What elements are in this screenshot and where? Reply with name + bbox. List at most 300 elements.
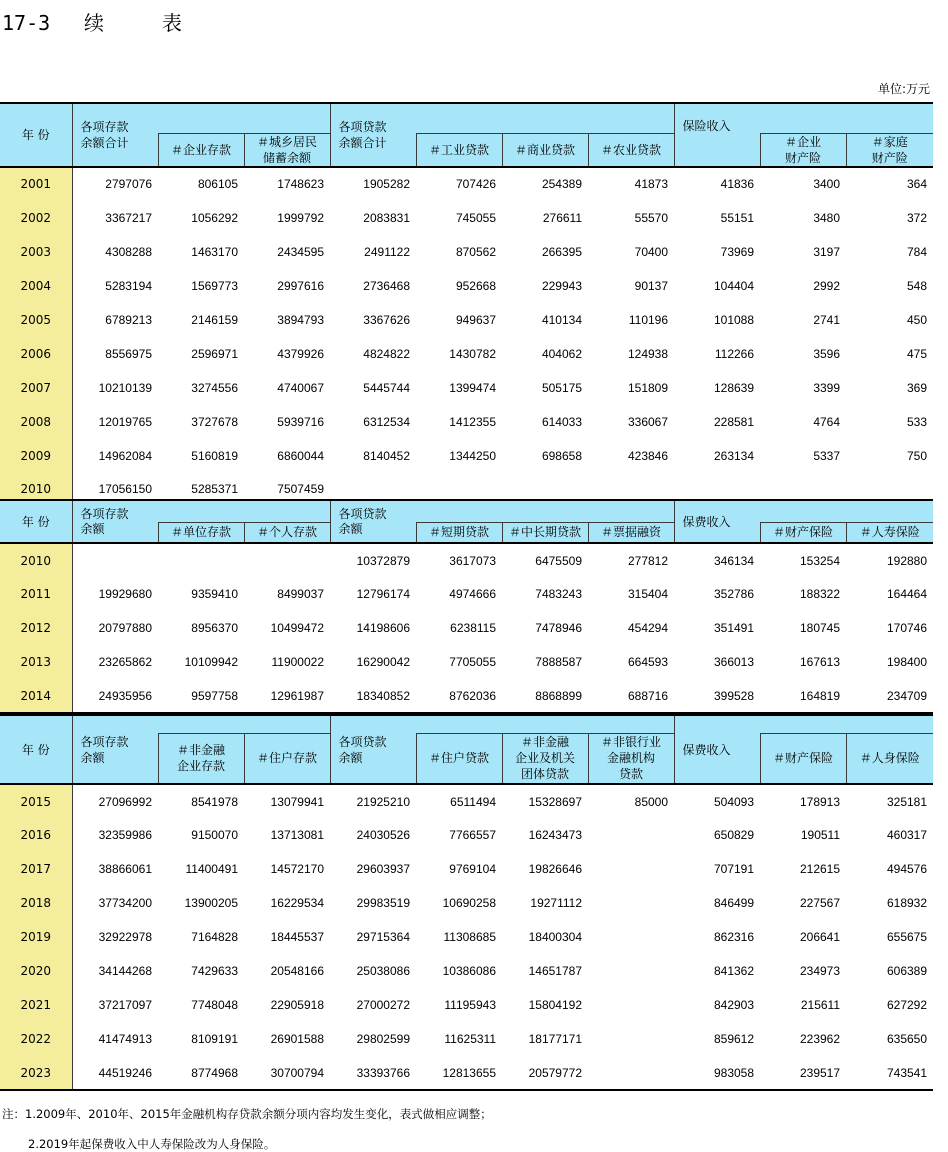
- value-cell: 2083831: [363, 210, 410, 225]
- value-cell: 13079941: [270, 794, 324, 809]
- value-cell: 1412355: [449, 414, 496, 429]
- value-cell: 6789213: [105, 312, 152, 327]
- value-cell: 698658: [541, 448, 582, 463]
- household-deposit-header: ＃住户存款: [244, 733, 330, 784]
- value-cell: 18445537: [270, 930, 324, 944]
- value-cell: 41873: [634, 177, 669, 191]
- value-cell: 16243473: [528, 828, 582, 842]
- value-cell: 277812: [627, 553, 669, 568]
- value-cell: 3894793: [277, 312, 324, 327]
- value-cell: 3367217: [105, 210, 152, 225]
- table-row: [0, 611, 933, 645]
- value-cell: 1999792: [277, 210, 324, 225]
- table-row: [0, 1022, 933, 1056]
- value-cell: 20548166: [270, 964, 324, 978]
- value-cell: 3274556: [191, 380, 238, 395]
- value-cell: 2797076: [105, 177, 152, 191]
- value-cell: 15804192: [528, 998, 582, 1012]
- value-cell: 206641: [799, 930, 841, 944]
- value-cell: 239517: [760, 1056, 846, 1090]
- title-continued: 续: [84, 11, 104, 35]
- value-cell: 19826646: [528, 862, 582, 876]
- value-cell: 1905282: [363, 177, 410, 191]
- value-cell: 4740067: [277, 380, 324, 395]
- value-cell: 750: [906, 448, 928, 463]
- value-cell: 3367626: [363, 312, 410, 327]
- year-cell: 2023: [0, 1056, 72, 1090]
- year-header: 年 份: [0, 103, 72, 167]
- value-cell: 2146159: [191, 312, 238, 327]
- value-cell: 8556975: [105, 346, 152, 361]
- value-cell: 13713081: [270, 828, 324, 842]
- value-cell: 18177171: [528, 1032, 582, 1046]
- table-row: [0, 679, 933, 713]
- value-cell: 364: [906, 177, 928, 191]
- table-row: [0, 852, 933, 886]
- value-cell: 38866061: [98, 862, 152, 876]
- value-cell: 325181: [886, 794, 928, 809]
- value-cell: 223962: [799, 1032, 841, 1046]
- value-cell: 494576: [886, 862, 928, 876]
- value-cell: 20797880: [98, 621, 152, 635]
- value-cell: 7164828: [191, 930, 238, 944]
- value-cell: 167613: [799, 655, 841, 669]
- value-cell: 11195943: [444, 998, 496, 1012]
- value-cell: 90137: [634, 278, 669, 293]
- value-cell: 12019765: [98, 414, 152, 429]
- value-cell: 5285371: [158, 473, 244, 507]
- value-cell: 366013: [713, 655, 755, 669]
- value-cell: 70400: [634, 244, 669, 259]
- value-cell: 4824822: [363, 346, 410, 361]
- value-cell: 26901588: [270, 1032, 324, 1046]
- value-cell: 8956370: [191, 621, 238, 635]
- value-cell: [588, 954, 674, 988]
- table-row: [0, 577, 933, 611]
- value-cell: 3727678: [191, 414, 238, 429]
- value-cell: 859612: [713, 1032, 755, 1046]
- value-cell: 24030526: [356, 828, 410, 842]
- value-cell: 29603937: [356, 862, 410, 876]
- value-cell: 14651787: [528, 964, 582, 978]
- value-cell: 9597758: [158, 679, 244, 713]
- value-cell: 4379926: [277, 346, 324, 361]
- value-cell: 842903: [713, 998, 755, 1012]
- value-cell: 151809: [627, 380, 669, 395]
- property-insurance-header: ＃财产保险: [760, 733, 846, 784]
- year-cell: 2017: [0, 852, 72, 886]
- value-cell: 4974666: [449, 587, 496, 601]
- value-cell: 841362: [713, 964, 755, 978]
- table-row: [0, 818, 933, 852]
- year-cell: 2002: [0, 201, 72, 235]
- value-cell: 14962084: [98, 448, 152, 463]
- value-cell: 8499037: [277, 587, 324, 601]
- value-cell: [588, 1056, 674, 1090]
- table-row: [0, 1056, 933, 1090]
- value-cell: 101088: [713, 312, 755, 327]
- value-cell: 336067: [627, 414, 669, 429]
- household-loan-header: ＃住户贷款: [416, 733, 502, 784]
- year-cell: 2021: [0, 988, 72, 1022]
- value-cell: 41836: [720, 177, 755, 191]
- year-cell: 2022: [0, 1022, 72, 1056]
- value-cell: 7888587: [535, 655, 582, 669]
- value-cell: 635650: [886, 1032, 928, 1046]
- value-cell: 399528: [674, 679, 760, 713]
- value-cell: 37217097: [98, 998, 152, 1012]
- value-cell: 7766557: [449, 828, 496, 842]
- value-cell: 85000: [634, 794, 669, 809]
- unit-label: 单位:万元: [877, 82, 930, 96]
- value-cell: 707191: [713, 862, 755, 876]
- value-cell: 112266: [714, 346, 755, 361]
- value-cell: 212615: [799, 862, 841, 876]
- value-cell: 1399474: [449, 380, 496, 395]
- year-cell: 2019: [0, 920, 72, 954]
- value-cell: 153254: [799, 553, 841, 568]
- value-cell: [588, 1022, 674, 1056]
- value-cell: 351491: [713, 621, 755, 635]
- value-cell: 7429633: [191, 964, 238, 978]
- value-cell: 22905918: [270, 998, 324, 1012]
- value-cell: 1430782: [449, 346, 496, 361]
- value-cell: 17056150: [72, 473, 158, 507]
- value-cell: 655675: [886, 930, 928, 944]
- footnote-1: 注：1.2009年、2010年、2015年金融机构存贷款余额分项内容均发生变化，表式做相应调整；: [2, 1107, 492, 1121]
- value-cell: 11900022: [271, 655, 324, 669]
- value-cell: 266395: [541, 244, 582, 259]
- value-cell: 228581: [713, 414, 755, 429]
- table-row: [0, 988, 933, 1022]
- value-cell: 30700794: [244, 1056, 330, 1090]
- value-cell: 784: [906, 244, 928, 259]
- value-cell: 460317: [886, 828, 928, 842]
- value-cell: 707426: [455, 177, 496, 191]
- enterprise-property-insurance-header: ＃企业 财产险: [760, 133, 846, 167]
- year-cell: 2020: [0, 954, 72, 988]
- value-cell: 1748623: [277, 177, 324, 191]
- value-cell: 2992: [813, 278, 841, 293]
- short-term-loan-header: ＃短期贷款: [416, 522, 502, 543]
- deposit-balance-header: 各项存款 余额: [72, 500, 158, 543]
- value-cell: 6238115: [450, 621, 496, 635]
- value-cell: 192880: [886, 553, 928, 568]
- value-cell: 6475509: [535, 553, 582, 568]
- value-cell: 8762036: [416, 679, 502, 713]
- value-cell: 1463170: [191, 244, 238, 259]
- value-cell: [158, 543, 244, 577]
- year-cell: 2013: [0, 645, 72, 679]
- value-cell: 8541978: [191, 794, 238, 809]
- value-cell: 190511: [800, 828, 841, 842]
- value-cell: 372: [906, 210, 928, 225]
- value-cell: 8109191: [191, 1032, 238, 1046]
- value-cell: 6312534: [363, 414, 410, 429]
- household-property-insurance-header: ＃家庭 财产险: [846, 133, 933, 167]
- value-cell: 5939716: [277, 414, 324, 429]
- value-cell: 3596: [813, 346, 841, 361]
- value-cell: 170746: [886, 621, 928, 635]
- value-cell: 37734200: [98, 896, 152, 910]
- value-cell: 8140452: [363, 448, 410, 463]
- value-cell: 32359986: [98, 828, 152, 842]
- value-cell: 16229534: [270, 896, 324, 910]
- value-cell: 2997616: [277, 278, 324, 293]
- value-cell: 4764: [813, 414, 841, 429]
- footnote-2: 2.2019年起保费收入中人寿保险改为人身保险。: [28, 1137, 276, 1151]
- value-cell: 41474913: [98, 1032, 152, 1046]
- value-cell: 2741: [813, 312, 841, 327]
- value-cell: 664593: [627, 655, 669, 669]
- year-cell: 2010: [0, 473, 72, 507]
- year-cell: 2001: [0, 167, 72, 201]
- table-row: [0, 269, 933, 303]
- industrial-loan-header: ＃工业贷款: [416, 133, 502, 167]
- value-cell: 24935956: [72, 679, 158, 713]
- table-row: [0, 954, 933, 988]
- value-cell: 188322: [799, 587, 841, 601]
- value-cell: 7483243: [535, 587, 582, 601]
- value-cell: 10386086: [442, 964, 496, 978]
- value-cell: 3617073: [449, 553, 496, 568]
- value-cell: 10109942: [184, 655, 238, 669]
- value-cell: 32922978: [98, 930, 152, 944]
- loan-balance-header: 各项贷款 余额: [330, 715, 416, 784]
- value-cell: 11308685: [443, 930, 496, 944]
- footnotes: [2, 1099, 492, 1152]
- value-cell: [244, 543, 330, 577]
- value-cell: 33393766: [330, 1056, 416, 1090]
- value-cell: 423846: [627, 448, 669, 463]
- value-cell: 10372879: [356, 553, 410, 568]
- value-cell: 27000272: [356, 998, 410, 1012]
- value-cell: 505175: [541, 380, 582, 395]
- value-cell: [588, 920, 674, 954]
- value-cell: 949637: [455, 312, 496, 327]
- enterprise-institution-loan-header: ＃非金融 企业及机关 团体贷款: [502, 733, 588, 784]
- value-cell: 73969: [720, 244, 755, 259]
- value-cell: 2491122: [364, 244, 410, 259]
- value-cell: 11625311: [444, 1032, 496, 1046]
- table-row: [0, 405, 933, 439]
- personal-deposit-header: ＃个人存款: [244, 522, 330, 543]
- value-cell: 2736468: [363, 278, 410, 293]
- value-cell: 450: [906, 312, 928, 327]
- value-cell: 688716: [588, 679, 674, 713]
- insurance-income-header: 保险收入: [674, 103, 760, 167]
- page-title: [2, 7, 182, 36]
- value-cell: 504093: [713, 794, 755, 809]
- table-row: [0, 920, 933, 954]
- value-cell: 475: [906, 346, 928, 361]
- year-cell: 2006: [0, 337, 72, 371]
- value-cell: 12813655: [416, 1056, 502, 1090]
- value-cell: 5160819: [191, 448, 238, 463]
- value-cell: 13900205: [184, 896, 238, 910]
- value-cell: 1056292: [191, 210, 238, 225]
- value-cell: 6860044: [277, 448, 324, 463]
- value-cell: 650829: [713, 828, 755, 842]
- value-cell: 23265862: [98, 655, 152, 669]
- enterprise-deposit-header: ＃企业存款: [158, 133, 244, 167]
- value-cell: 34144268: [98, 964, 152, 978]
- value-cell: 20579772: [502, 1056, 588, 1090]
- table-number: 17-3: [2, 11, 51, 35]
- value-cell: [588, 988, 674, 1022]
- value-cell: 18400304: [528, 930, 582, 944]
- value-cell: 862316: [713, 930, 755, 944]
- value-cell: 614033: [541, 414, 582, 429]
- value-cell: 3400: [813, 177, 841, 191]
- value-cell: 10690258: [442, 896, 496, 910]
- value-cell: 128639: [713, 380, 755, 395]
- value-cell: 1344250: [449, 448, 496, 463]
- value-cell: 229943: [541, 278, 582, 293]
- deposit-balance-header: 各项存款 余额: [72, 715, 158, 784]
- value-cell: [588, 818, 674, 852]
- value-cell: 846499: [713, 896, 755, 910]
- value-cell: 454294: [627, 621, 669, 635]
- value-cell: 234973: [799, 964, 841, 978]
- value-cell: 164819: [760, 679, 846, 713]
- table-row: [0, 303, 933, 337]
- value-cell: 227567: [799, 896, 841, 910]
- value-cell: 9150070: [191, 828, 238, 842]
- value-cell: 16290042: [356, 655, 410, 669]
- table-row: [0, 167, 933, 201]
- year-cell: 2012: [0, 611, 72, 645]
- year-header: 年 份: [0, 715, 72, 784]
- commercial-loan-header: ＃商业贷款: [502, 133, 588, 167]
- value-cell: 5445744: [363, 380, 410, 395]
- deposit-total-header: 各项存款 余额合计: [72, 103, 158, 167]
- value-cell: 18340852: [330, 679, 416, 713]
- value-cell: 234709: [846, 679, 933, 713]
- value-cell: 315404: [627, 587, 669, 601]
- statistics-table-2015-2023: [0, 714, 933, 1091]
- value-cell: 27096992: [98, 794, 152, 809]
- year-cell: 2018: [0, 886, 72, 920]
- value-cell: 3197: [813, 244, 841, 259]
- medium-long-term-loan-header: ＃中长期贷款: [502, 522, 588, 543]
- value-cell: 104404: [713, 278, 755, 293]
- statistics-table-2010-2014: [0, 499, 933, 714]
- value-cell: 9359410: [191, 587, 238, 601]
- value-cell: 215611: [800, 998, 841, 1012]
- value-cell: 548: [906, 278, 928, 293]
- value-cell: 346134: [713, 553, 755, 568]
- value-cell: 12961987: [244, 679, 330, 713]
- value-cell: 369: [906, 380, 928, 395]
- personal-insurance-header: ＃人身保险: [846, 733, 933, 784]
- value-cell: 14198606: [356, 621, 410, 635]
- value-cell: 7705055: [449, 655, 496, 669]
- value-cell: [72, 543, 158, 577]
- value-cell: 276611: [542, 210, 582, 225]
- table-row: [0, 371, 933, 405]
- value-cell: 606389: [886, 964, 928, 978]
- value-cell: 3480: [813, 210, 841, 225]
- value-cell: 10210139: [98, 380, 152, 395]
- value-cell: 5283194: [105, 278, 152, 293]
- value-cell: 7748048: [191, 998, 238, 1012]
- value-cell: 14572170: [270, 862, 324, 876]
- value-cell: 352786: [713, 587, 755, 601]
- non-financial-enterprise-deposit-header: ＃非金融 企业存款: [158, 733, 244, 784]
- table-row: [0, 784, 933, 818]
- table-row: [0, 439, 933, 473]
- value-cell: 19271112: [530, 896, 582, 910]
- value-cell: 7507459: [244, 473, 330, 507]
- table-row: [0, 235, 933, 269]
- value-cell: 4308288: [105, 244, 152, 259]
- agricultural-loan-header: ＃农业贷款: [588, 133, 674, 167]
- year-cell: 2010: [0, 543, 72, 577]
- loan-total-header: 各项贷款 余额合计: [330, 103, 416, 167]
- statistics-table-2001-2010: [0, 102, 933, 508]
- year-cell: 2005: [0, 303, 72, 337]
- value-cell: 29715364: [356, 930, 410, 944]
- table-row: [0, 337, 933, 371]
- life-insurance-header: ＃人寿保险: [846, 522, 933, 543]
- value-cell: 10499472: [270, 621, 324, 635]
- value-cell: 6511494: [450, 794, 496, 809]
- value-cell: 21925210: [356, 794, 410, 809]
- value-cell: 806105: [197, 177, 238, 191]
- value-cell: 2596971: [191, 346, 238, 361]
- year-cell: 2004: [0, 269, 72, 303]
- non-bank-financial-loan-header: ＃非银行业 金融机构 贷款: [588, 733, 674, 784]
- value-cell: 618932: [886, 896, 928, 910]
- value-cell: 7478946: [535, 621, 582, 635]
- value-cell: 743541: [846, 1056, 933, 1090]
- value-cell: 263134: [713, 448, 755, 463]
- value-cell: 404062: [541, 346, 582, 361]
- year-cell: 2015: [0, 784, 72, 818]
- property-insurance-header: ＃财产保险: [760, 522, 846, 543]
- year-cell: 2016: [0, 818, 72, 852]
- value-cell: 533: [906, 414, 928, 429]
- year-cell: 2009: [0, 439, 72, 473]
- value-cell: [588, 886, 674, 920]
- year-cell: 2011: [0, 577, 72, 611]
- value-cell: 29983519: [356, 896, 410, 910]
- value-cell: 198400: [886, 655, 928, 669]
- value-cell: 952668: [455, 278, 496, 293]
- value-cell: 254389: [541, 177, 582, 191]
- value-cell: 55151: [720, 210, 755, 225]
- bill-financing-header: ＃票据融资: [588, 522, 674, 543]
- value-cell: 29802599: [356, 1032, 410, 1046]
- value-cell: 983058: [674, 1056, 760, 1090]
- table-row: [0, 543, 933, 577]
- value-cell: [588, 852, 674, 886]
- household-savings-header: ＃城乡居民 储蓄余额: [244, 133, 330, 167]
- value-cell: 178913: [799, 794, 841, 809]
- value-cell: 55570: [634, 210, 669, 225]
- value-cell: 410134: [541, 312, 582, 327]
- value-cell: 1569773: [191, 278, 238, 293]
- loan-balance-header: 各项贷款 余额: [330, 500, 416, 543]
- value-cell: 110196: [628, 312, 669, 327]
- value-cell: 44519246: [72, 1056, 158, 1090]
- table-row: [0, 645, 933, 679]
- value-cell: 12796174: [356, 587, 410, 601]
- value-cell: 8868899: [502, 679, 588, 713]
- value-cell: 180745: [799, 621, 841, 635]
- value-cell: 627292: [886, 998, 928, 1012]
